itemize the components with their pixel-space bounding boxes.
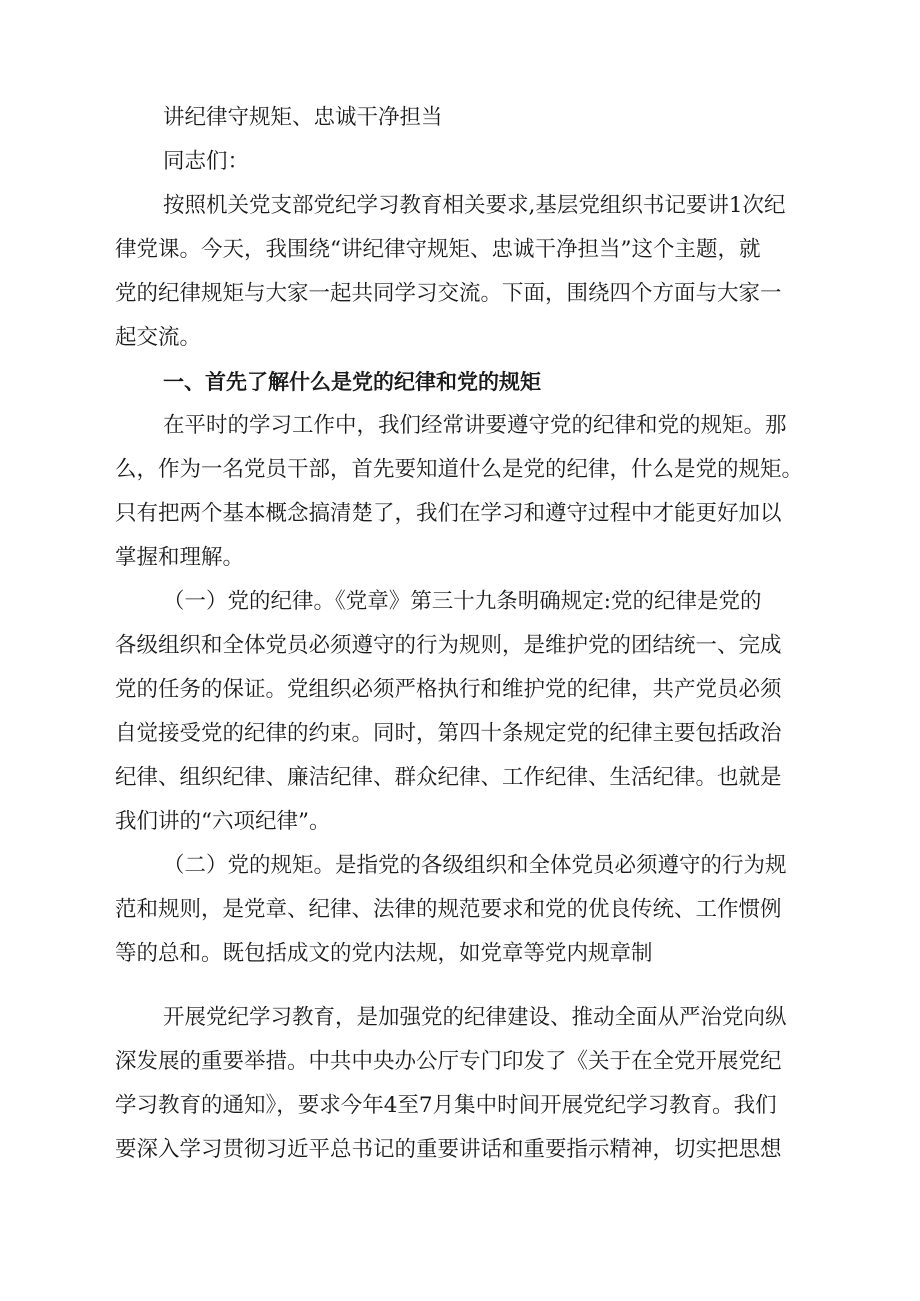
intro-line: 党的纪律规矩与大家一起共同学习交流。下面，围绕四个方面与大家一 xyxy=(115,281,782,306)
intro-line: 律党课。今天，我围绕“讲纪律守规矩、忠诚干净担当”这个主题，就 xyxy=(115,237,761,262)
section-paragraph-line: 只有把两个基本概念搞清楚了，我们在学习和遵守过程中才能更好加以 xyxy=(115,501,782,526)
section-heading: 一、首先了解什么是党的纪律和党的规矩 xyxy=(163,370,541,394)
intro-line: 起交流。 xyxy=(115,325,202,350)
subsection-paragraph-line: （二）党的规矩。是指党的各级组织和全体党员必须遵守的行为规 xyxy=(163,853,787,878)
section-paragraph-line: 么，作为一名党员干部，首先要知道什么是党的纪律，什么是党的规矩。 xyxy=(115,457,804,482)
closing-paragraph-line: 开展党纪学习教育，是加强党的纪律建设、推动全面从严治党向纵 xyxy=(163,1005,787,1030)
subsection-paragraph-line: 各级组织和全体党员必须遵守的行为规则，是维护党的团结统一、完成 xyxy=(115,633,782,658)
subsection-paragraph-line: 范和规则，是党章、纪律、法律的规范要求和党的优良传统、工作惯例 xyxy=(115,897,782,922)
closing-paragraph-line: 学习教育的通知》，要求今年4至7月集中时间开展党纪学习教育。我们 xyxy=(115,1093,777,1118)
closing-paragraph-line: 深发展的重要举措。中共中央办公厅专门印发了《关于在全党开展党纪 xyxy=(115,1049,782,1074)
section-paragraph-line: 掌握和理解。 xyxy=(115,545,245,570)
salutation: 同志们： xyxy=(163,149,250,174)
closing-paragraph-line: 要深入学习贯彻习近平总书记的重要讲话和重要指示精神，切实把思想 xyxy=(115,1137,782,1162)
document-title: 讲纪律守规矩、忠诚干净担当 xyxy=(163,105,443,130)
intro-line: 按照机关党支部党纪学习教育相关要求,基层党组织书记要讲1次纪 xyxy=(163,193,786,218)
subsection-paragraph-line: 我们讲的“六项纪律”。 xyxy=(115,809,331,834)
section-paragraph-line: 在平时的学习工作中，我们经常讲要遵守党的纪律和党的规矩。那 xyxy=(163,413,787,438)
subsection-paragraph-line: （一）党的纪律。《党章》第三十九条明确规定:党的纪律是党的 xyxy=(163,589,762,614)
subsection-paragraph-line: 等的总和。既包括成文的党内法规，如党章等党内规章制 xyxy=(115,941,653,966)
subsection-paragraph-line: 党的任务的保证。党组织必须严格执行和维护党的纪律，共产党员必须 xyxy=(115,677,782,702)
subsection-paragraph-line: 自觉接受党的纪律的约束。同时，第四十条规定党的纪律主要包括政治 xyxy=(115,721,782,746)
subsection-paragraph-line: 纪律、组织纪律、廉洁纪律、群众纪律、工作纪律、生活纪律。也就是 xyxy=(115,765,782,790)
